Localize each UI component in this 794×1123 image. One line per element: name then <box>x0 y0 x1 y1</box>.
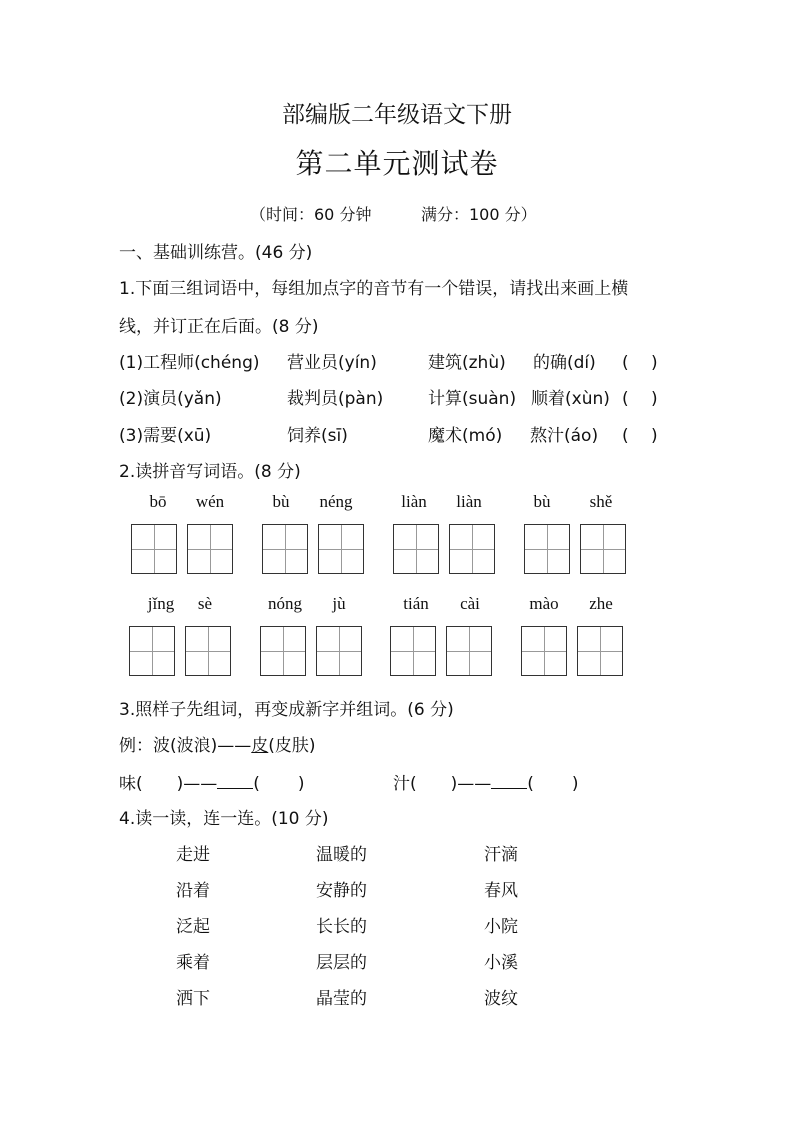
match-item[interactable]: 长长的 <box>316 917 367 937</box>
match-item[interactable]: 小溪 <box>484 953 518 973</box>
writing-grid[interactable] <box>318 524 364 574</box>
match-item[interactable]: 波纹 <box>484 989 518 1009</box>
match-item[interactable]: 安静的 <box>316 881 367 901</box>
pinyin-label: shě <box>589 492 613 511</box>
pinyin-label: cài <box>460 594 480 613</box>
page-subtitle: 部编版二年级语文下册 <box>282 102 512 128</box>
word-item: 计算(suàn) <box>428 389 517 409</box>
pinyin-label: wén <box>195 492 225 511</box>
fill-item-char: 味( <box>119 774 143 794</box>
writing-grid[interactable] <box>185 626 231 676</box>
writing-grid[interactable] <box>449 524 495 574</box>
answer-blank[interactable] <box>217 773 253 789</box>
paren-close: ) <box>297 774 305 794</box>
match-item[interactable]: 层层的 <box>316 953 367 973</box>
word-item: 裁判员(pàn) <box>287 389 384 409</box>
fill-item-1 <box>119 769 305 794</box>
word-item: (1)工程师(chéng) <box>119 353 260 373</box>
question-1-line2: 线，并订正在后面。(8 分) <box>119 317 319 337</box>
word-item: (2)演员(yǎn) <box>119 389 222 409</box>
pinyin-label: tián <box>403 594 429 613</box>
writing-grid[interactable] <box>577 626 623 676</box>
answer-parens[interactable]: ( ) <box>622 389 658 409</box>
fill-item-2 <box>393 769 579 794</box>
word-item: 的确(dí) <box>533 353 596 373</box>
question-4-heading: 4.读一读，连一连。(10 分) <box>119 809 329 829</box>
pinyin-label: néng <box>319 492 353 511</box>
writing-grid[interactable] <box>521 626 567 676</box>
match-item[interactable]: 走进 <box>176 845 210 865</box>
writing-grid[interactable] <box>260 626 306 676</box>
pinyin-label: liàn <box>456 492 482 511</box>
word-item: 营业员(yín) <box>287 353 377 373</box>
writing-grid[interactable] <box>262 524 308 574</box>
match-item[interactable]: 温暖的 <box>316 845 367 865</box>
page-title: 第二单元测试卷 <box>295 147 499 180</box>
question-1-row <box>0 348 794 372</box>
writing-grid[interactable] <box>187 524 233 574</box>
example-new-char: 皮 <box>251 736 269 756</box>
match-item[interactable]: 沿着 <box>176 881 210 901</box>
word-item: 魔术(mó) <box>428 426 503 446</box>
match-item[interactable]: 洒下 <box>176 989 210 1009</box>
match-column-verbs <box>176 840 210 1020</box>
pinyin-label: bù <box>272 492 290 511</box>
answer-blank[interactable] <box>491 773 527 789</box>
question-1-row <box>0 421 794 445</box>
example-prefix: 例：波(波浪)—— <box>119 736 252 756</box>
paren-open: ( <box>527 774 534 794</box>
paren-close: ) <box>571 774 579 794</box>
writing-grid[interactable] <box>316 626 362 676</box>
pinyin-label: jǐng <box>147 594 175 613</box>
match-item[interactable]: 春风 <box>484 881 518 901</box>
answer-parens[interactable]: ( ) <box>622 353 658 373</box>
word-item: 饲养(sī) <box>287 426 348 446</box>
pinyin-label: jù <box>332 594 346 613</box>
writing-grid[interactable] <box>131 524 177 574</box>
writing-grid[interactable] <box>393 524 439 574</box>
pinyin-label: bù <box>533 492 551 511</box>
writing-grid[interactable] <box>390 626 436 676</box>
pinyin-label: liàn <box>401 492 427 511</box>
pinyin-label: zhe <box>589 594 613 613</box>
pinyin-label: nóng <box>268 594 302 613</box>
match-item[interactable]: 汗滴 <box>484 845 518 865</box>
writing-grid[interactable] <box>446 626 492 676</box>
pinyin-label: mào <box>529 594 559 613</box>
time-limit: （时间：60 分钟 <box>250 205 372 224</box>
question-2-heading: 2.读拼音写词语。(8 分) <box>119 462 301 482</box>
question-1-row <box>0 384 794 408</box>
word-item: 建筑(zhù) <box>428 353 506 373</box>
example-line <box>119 731 316 756</box>
match-column-adjectives <box>316 840 367 1020</box>
match-item[interactable]: 晶莹的 <box>316 989 367 1009</box>
writing-grid[interactable] <box>580 524 626 574</box>
fill-item-dash: )—— <box>450 774 492 794</box>
writing-grid[interactable] <box>129 626 175 676</box>
pinyin-label: sè <box>197 594 213 613</box>
word-item: 顺着(xùn) <box>531 389 610 409</box>
writing-grid[interactable] <box>524 524 570 574</box>
question-1-line1: 1.下面三组词语中，每组加点字的音节有一个错误，请找出来画上横 <box>119 279 629 299</box>
fill-item-char: 汁( <box>393 774 417 794</box>
pinyin-label: bō <box>149 492 167 511</box>
match-item[interactable]: 泛起 <box>176 917 210 937</box>
question-3-heading: 3.照样子先组词，再变成新字并组词。(6 分) <box>119 700 454 720</box>
fill-item-dash: )—— <box>176 774 218 794</box>
match-item[interactable]: 乘着 <box>176 953 210 973</box>
match-item[interactable]: 小院 <box>484 917 518 937</box>
word-item: 熬汁(áo) <box>530 426 599 446</box>
answer-parens[interactable]: ( ) <box>622 426 658 446</box>
match-column-nouns <box>484 840 518 1020</box>
full-score: 满分：100 分） <box>421 205 537 224</box>
word-item: (3)需要(xū) <box>119 426 212 446</box>
section-heading: 一、基础训练营。(46 分) <box>119 243 313 263</box>
example-suffix: (皮肤) <box>268 736 316 756</box>
paren-open: ( <box>253 774 260 794</box>
